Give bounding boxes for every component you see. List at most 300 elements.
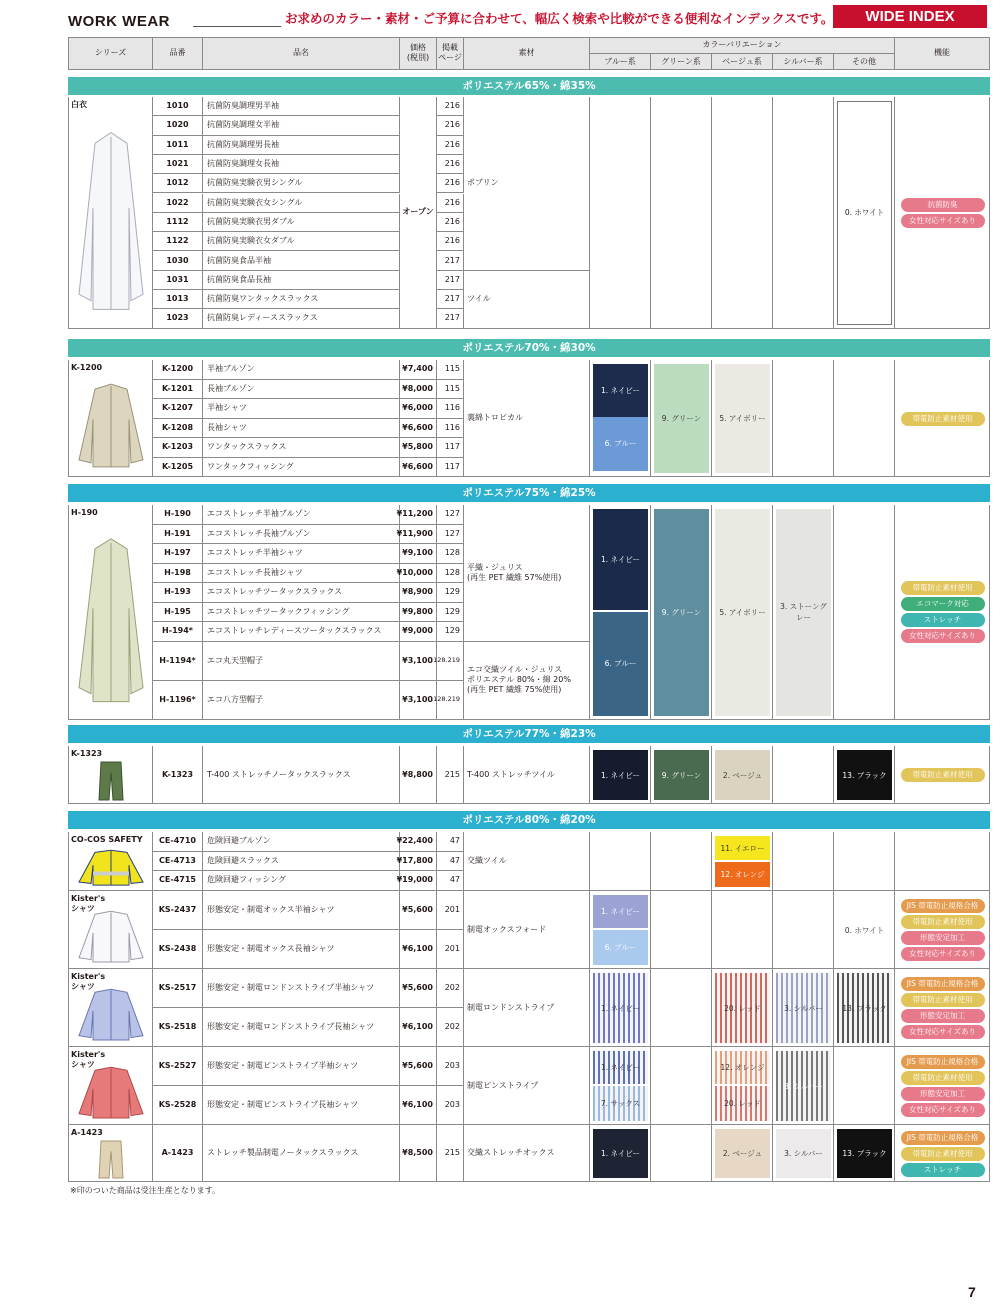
product-code-text: K-1203 (161, 442, 194, 452)
product-name (203, 399, 400, 419)
product-code (153, 852, 203, 872)
product-name (203, 505, 400, 525)
catalog-page-text: 203 (444, 1100, 460, 1109)
catalog-page-text: 129 (444, 606, 460, 616)
material-cell (464, 969, 590, 1047)
catalog-page-text: 115 (444, 364, 460, 374)
swatch-label: 5. アイボリー (719, 607, 766, 617)
garment-image (73, 111, 149, 327)
product-name (203, 746, 400, 804)
price-cell-text: ¥5,600 (402, 1061, 433, 1070)
catalog-page-text: 216 (444, 159, 460, 169)
product-name (203, 583, 400, 603)
catalog-page (437, 746, 464, 804)
product-code (153, 438, 203, 458)
catalog-page-text: 217 (444, 255, 460, 265)
product-name (203, 1125, 400, 1182)
color-swatch-blue (593, 417, 648, 472)
material-cell (464, 642, 590, 720)
color-swatch-navy (593, 895, 648, 928)
swatch-label: 6. ブルー (604, 659, 637, 669)
catalog-page-text: 116 (444, 403, 460, 413)
price-cell (400, 419, 437, 439)
material-cell (464, 1125, 590, 1182)
color-cell (651, 97, 712, 329)
color-cell (834, 505, 895, 720)
color-swatch-orange (715, 862, 770, 886)
feature-tag: 帯電防止素材使用 (901, 768, 985, 782)
material-cell (464, 891, 590, 969)
catalog-page (437, 232, 464, 251)
price-cell (396, 871, 437, 891)
catalog-page (437, 399, 464, 419)
product-name (203, 642, 400, 681)
color-cell (834, 1047, 895, 1125)
product-name (203, 832, 400, 852)
swatch-label: 6. ブルー (604, 439, 637, 449)
color-cell (651, 969, 712, 1047)
product-code-text: KS-2528 (158, 1100, 197, 1109)
product-name-text: エコ八方型帽子 (207, 694, 263, 704)
feature-tags (895, 768, 990, 782)
product-code-text: 1112 (166, 216, 189, 226)
catalog-page-text: 128.219 (433, 695, 460, 704)
material-cell-text: T-400 ストレッチツイル (467, 769, 555, 779)
col-blue-text: ブルー系 (604, 56, 636, 66)
material-cell-text: ポプリン (467, 178, 499, 188)
table-edge (68, 746, 69, 804)
product-code-text: CE-4710 (159, 836, 196, 846)
catalog-page (433, 642, 464, 681)
col-code (153, 37, 203, 70)
page-title: WORK WEAR (68, 13, 170, 30)
product-name-text: ストレッチ製品制電ノータックスラックス (207, 1148, 359, 1157)
product-name-text: 抗菌防臭調理男半袖 (207, 101, 279, 111)
product-code-text: H-191 (164, 528, 191, 538)
product-code (153, 458, 203, 478)
catalog-page (437, 213, 464, 232)
product-code-text: H-197 (164, 548, 191, 558)
product-name (203, 564, 400, 584)
color-cell (651, 891, 712, 969)
product-name (203, 969, 400, 1008)
product-name-text: 抗菌防臭実験衣男ダブル (207, 216, 295, 226)
table-edge (68, 969, 69, 1047)
swatch-label: 1. ネイビー (600, 1003, 641, 1013)
catalog-page-text: 47 (449, 875, 460, 885)
catalog-page (437, 97, 464, 116)
price-cell (400, 1125, 437, 1182)
color-swatch-navy-stripe (593, 973, 648, 1043)
color-swatch-sax-stripe (593, 1086, 648, 1121)
product-code (153, 544, 203, 564)
product-code-text: CE-4715 (159, 875, 196, 885)
color-swatch-navy (593, 750, 648, 800)
table-edge (68, 505, 69, 720)
swatch-label: 13. ブラック (842, 1149, 887, 1158)
price-cell (400, 642, 437, 681)
product-code-text: K-1200 (161, 364, 194, 374)
swatch-label: 9. グリーン (661, 607, 702, 617)
material-cell (464, 832, 590, 891)
col-series (68, 37, 153, 70)
feature-tags (895, 899, 990, 961)
product-name-text: 抗菌防臭実験衣女ダブル (207, 236, 295, 246)
price-cell (400, 1086, 437, 1125)
color-swatch-orange-stripe (715, 1051, 770, 1084)
color-swatch-navy-stripe (593, 1051, 648, 1084)
product-name (203, 380, 400, 400)
catalog-page-text: 216 (444, 120, 460, 130)
catalog-page (437, 136, 464, 155)
feature-tag: ストレッチ (901, 1163, 985, 1177)
table-edge (68, 832, 69, 891)
price-cell-text: ¥10,000 (396, 567, 433, 577)
price-cell (396, 832, 437, 852)
color-swatch-green (654, 750, 709, 800)
col-name-text: 品名 (293, 48, 309, 57)
color-cell (712, 891, 773, 969)
series-cell-text: K-1200 (71, 363, 103, 372)
swatch-label: 6. ブルー (604, 943, 637, 952)
table-edge (68, 360, 69, 477)
product-code-text: 1031 (166, 274, 189, 284)
product-name-text: 抗菌防臭実験衣男シングル (207, 178, 303, 188)
color-cell (651, 832, 712, 891)
product-code (153, 271, 203, 290)
material-cell (464, 505, 590, 642)
catalog-page-text: 117 (444, 442, 460, 452)
catalog-page-text: 202 (444, 983, 460, 992)
feature-tag: JIS 帯電防止規格合格 (901, 1055, 985, 1069)
swatch-label: 11. イエロー (720, 843, 765, 853)
material-cell (464, 1047, 590, 1125)
catalog-page (437, 458, 464, 478)
product-name-text: エコストレッチ半袖ブルゾン (207, 509, 311, 519)
product-name-text: 形態安定・制電ピンストライプ長袖シャツ (207, 1100, 359, 1109)
price-cell (400, 583, 437, 603)
product-code (153, 505, 203, 525)
product-code-text: H-195 (164, 606, 191, 616)
product-code-text: K-1201 (161, 383, 194, 393)
feature-tags (895, 198, 990, 228)
product-name-text: 抗菌防臭調理男長袖 (207, 139, 279, 149)
price-cell (400, 458, 437, 478)
product-name-text: ワンタックスラックス (207, 442, 287, 452)
product-code-text: H-190 (164, 509, 191, 519)
product-code-text: KS-2438 (158, 944, 197, 953)
swatch-label: 1. ネイビー (600, 770, 641, 780)
product-code (153, 360, 203, 380)
color-swatch-silver (776, 1129, 831, 1178)
swatch-label: 5. アイボリー (719, 414, 766, 423)
catalog-page (437, 525, 464, 545)
price-cell-text: ¥8,900 (402, 587, 433, 597)
product-name (203, 232, 400, 251)
col-series-text: シリーズ (94, 48, 127, 57)
product-name-text: 形態安定・制電オックス長袖シャツ (207, 944, 335, 953)
price-cell (400, 399, 437, 419)
col-green-text: グリーン系 (661, 56, 701, 66)
price-cell-text: ¥6,100 (402, 944, 433, 953)
product-name (203, 1047, 400, 1086)
price-cell (400, 1008, 437, 1047)
product-name (203, 290, 400, 309)
catalog-page-text: 201 (444, 905, 460, 914)
product-code (153, 309, 203, 328)
catalog-page-text: 202 (444, 1022, 460, 1031)
product-code (153, 930, 203, 969)
product-code (153, 746, 203, 804)
feature-tags (895, 977, 990, 1039)
feature-tag: 女性対応サイズあり (901, 1025, 985, 1039)
catalog-page-text: 216 (444, 236, 460, 246)
series-cell-text: H-190 (71, 508, 98, 517)
catalog-page-text: 217 (444, 274, 460, 284)
col-color-group (590, 37, 895, 54)
price-cell (396, 505, 437, 525)
series-cell-text: Kister's シャツ (71, 1050, 106, 1069)
catalog-page (433, 681, 464, 720)
product-name (203, 116, 400, 135)
catalog-page (437, 969, 464, 1008)
product-code-text: H-1194* (159, 655, 196, 665)
product-name-text: 長袖ブルゾン (207, 383, 255, 393)
col-material (464, 37, 590, 70)
swatch-label: 2. ベージュ (722, 1149, 763, 1158)
price-cell-text: ¥11,900 (396, 528, 433, 538)
price-cell-text: ¥5,600 (402, 983, 433, 992)
catalog-page-text: 216 (444, 101, 460, 111)
col-blue (590, 54, 651, 70)
series-cell-text: CO-COS SAFETY (71, 835, 143, 844)
price-cell-text: ¥5,600 (402, 905, 433, 914)
product-name-text: 危険回避フィッシング (207, 875, 286, 885)
col-price (400, 37, 437, 70)
catalog-page (437, 116, 464, 135)
product-code-text: KS-2518 (158, 1022, 197, 1031)
catalog-page (437, 1047, 464, 1086)
color-swatch-stonegray (776, 509, 831, 716)
price-cell (400, 438, 437, 458)
product-code (153, 116, 203, 135)
swatch-label: 3. シルバー (784, 1003, 823, 1013)
product-code-text: A-1423 (161, 1148, 194, 1157)
swatch-label: 0. ホワイト (844, 925, 885, 935)
price-cell-text: ¥9,800 (402, 606, 433, 616)
product-code (153, 213, 203, 232)
catalog-page-text: 215 (444, 769, 460, 779)
product-name-text: 形態安定・制電ピンストライプ半袖シャツ (207, 1061, 359, 1070)
catalog-page (437, 505, 464, 525)
color-swatch-white (837, 101, 892, 325)
product-code (153, 969, 203, 1008)
table-edge (68, 1125, 69, 1182)
color-swatch-silver-stripe (776, 1051, 831, 1121)
feature-tag: JIS 帯電防止規格合格 (901, 1131, 985, 1145)
feature-tag: 女性対応サイズあり (901, 214, 985, 228)
color-swatch-red-stripe (715, 973, 770, 1043)
product-code (153, 681, 203, 720)
product-name-text: エコストレッチ半袖シャツ (207, 548, 303, 558)
catalog-page (437, 194, 464, 213)
feature-tag: 帯電防止素材使用 (901, 993, 985, 1007)
catalog-page (437, 290, 464, 309)
price-cell-text: ¥8,000 (402, 383, 433, 393)
product-name (203, 251, 400, 270)
material-cell-text: 交織ツイル (467, 855, 507, 865)
feature-tag: 形態安定加工 (901, 1087, 985, 1101)
product-code (153, 1047, 203, 1086)
product-name (203, 360, 400, 380)
catalog-page-text: 216 (444, 139, 460, 149)
feature-tag: JIS 帯電防止規格合格 (901, 977, 985, 991)
price-cell-text: ¥6,000 (402, 403, 433, 413)
product-code (153, 290, 203, 309)
color-cell (590, 97, 651, 329)
product-name-text: 形態安定・制電ロンドンストライプ長袖シャツ (207, 1022, 375, 1031)
product-name (203, 419, 400, 439)
color-cell (834, 832, 895, 891)
garment-image (73, 374, 149, 475)
color-swatch-ivory (715, 364, 770, 473)
swatch-label: 2. ベージュ (722, 770, 763, 780)
feature-tag: 抗菌防臭 (901, 198, 985, 212)
feature-tag: 帯電防止素材使用 (901, 915, 985, 929)
series-cell-text: A-1423 (71, 1128, 103, 1137)
product-name-text: 形態安定・制電オックス半袖シャツ (207, 905, 335, 914)
color-swatch-navy (593, 364, 648, 417)
price-cell (400, 969, 437, 1008)
feature-tag: JIS 帯電防止規格合格 (901, 899, 985, 913)
product-name-text: 抗菌防臭レディーススラックス (207, 313, 318, 323)
catalog-page (437, 438, 464, 458)
section-bar-2: ポリエステル75%・綿25% (68, 484, 990, 502)
product-code (153, 564, 203, 584)
color-cell (773, 360, 834, 477)
section-bar-3: ポリエステル77%・綿23% (68, 725, 990, 743)
color-cell (834, 360, 895, 477)
table-edge (68, 1047, 69, 1125)
product-code (153, 622, 203, 642)
table-edge (68, 891, 69, 969)
price-cell-text: ¥8,800 (402, 769, 433, 779)
product-name-text: 抗菌防臭調理女長袖 (207, 159, 279, 169)
garment-image (73, 846, 149, 889)
garment-image (73, 1139, 149, 1180)
product-code-text: 1010 (166, 101, 189, 111)
color-swatch-black-stripe (837, 973, 892, 1043)
price-cell (400, 380, 437, 400)
color-swatch-yellow (715, 836, 770, 860)
product-code-text: 1021 (166, 159, 189, 169)
series-cell-text: Kister's シャツ (71, 894, 106, 913)
product-name (203, 622, 400, 642)
price-cell (400, 544, 437, 564)
catalog-page (437, 622, 464, 642)
catalog-page-text: 128 (444, 548, 460, 558)
product-name-text: 半袖シャツ (207, 403, 247, 413)
product-code (153, 380, 203, 400)
product-name-text: 危険回避ブルゾン (207, 836, 271, 846)
product-name-text: ワンタックフィッシング (207, 461, 294, 471)
product-code-text: 1020 (166, 120, 189, 130)
swatch-label: 0. ホワイト (844, 208, 885, 218)
product-code-text: H-193 (164, 587, 191, 597)
series-cell-text: Kister's シャツ (71, 972, 106, 991)
series-cell-text: 白衣 (71, 100, 87, 109)
price-cell-text: ¥9,100 (402, 548, 433, 558)
product-code-text: KS-2437 (158, 905, 197, 914)
catalog-page (437, 1086, 464, 1125)
catalog-page (437, 1008, 464, 1047)
catalog-page-text: 128 (444, 567, 460, 577)
product-code-text: H-1196* (159, 694, 196, 704)
color-swatch-navy (593, 1129, 648, 1178)
product-name-text: エコストレッチツータックスラックス (207, 587, 343, 597)
product-code-text: H-198 (164, 567, 191, 577)
product-code-text: 1013 (166, 294, 189, 304)
product-name-text: 抗菌防臭食品長袖 (207, 274, 271, 284)
catalog-page-text: 217 (444, 294, 460, 304)
product-name (203, 525, 400, 545)
catalog-page-text: 203 (444, 1061, 460, 1070)
product-name-text: 危険回避スラックス (207, 855, 279, 865)
catalog-page (437, 891, 464, 930)
garment-image (73, 519, 149, 718)
price-cell-text: ¥5,800 (402, 442, 433, 452)
product-name (203, 871, 400, 891)
price-cell-text: ¥8,500 (402, 1148, 433, 1157)
product-name (203, 852, 400, 872)
catalog-page (437, 1125, 464, 1182)
product-name-text: 抗菌防臭調理女半袖 (207, 120, 279, 130)
product-code (153, 891, 203, 930)
col-beige-text: ベージュ系 (722, 56, 762, 66)
price-cell-text: ¥6,600 (402, 461, 433, 471)
col-page (437, 37, 464, 70)
material-cell-text: 交織ストレッチオックス (467, 1148, 555, 1157)
feature-tags (895, 581, 990, 643)
price-cell-text: ¥3,100 (402, 655, 433, 665)
garment-image (73, 760, 149, 802)
color-cell (773, 97, 834, 329)
product-code (153, 174, 203, 193)
catalog-page-text: 201 (444, 944, 460, 953)
product-name (203, 194, 400, 213)
product-name (203, 930, 400, 969)
feature-tag: 形態安定加工 (901, 931, 985, 945)
feature-tag: 帯電防止素材使用 (901, 1147, 985, 1161)
product-name (203, 1086, 400, 1125)
material-cell (464, 97, 590, 271)
swatch-label: 3. シルバー (784, 1149, 823, 1158)
product-name (203, 438, 400, 458)
material-cell-text: 裏綿トロピカル (467, 413, 523, 422)
garment-image (73, 905, 149, 967)
material-cell-text: 制電ピンストライプ (467, 1080, 539, 1090)
price-cell (400, 97, 437, 329)
col-name (203, 37, 400, 70)
catalog-page-text: 129 (444, 587, 460, 597)
product-code (153, 525, 203, 545)
swatch-label: 12. オレンジ (720, 869, 765, 879)
tagline: お求めのカラー・素材・ご予算に合わせて、幅広く検索や比較ができる便利なインデックスです。 (285, 11, 834, 26)
catalog-page-text: 115 (444, 383, 460, 393)
col-silver-text: シルバー系 (783, 56, 823, 66)
catalog-page (437, 564, 464, 584)
product-name (203, 309, 400, 328)
